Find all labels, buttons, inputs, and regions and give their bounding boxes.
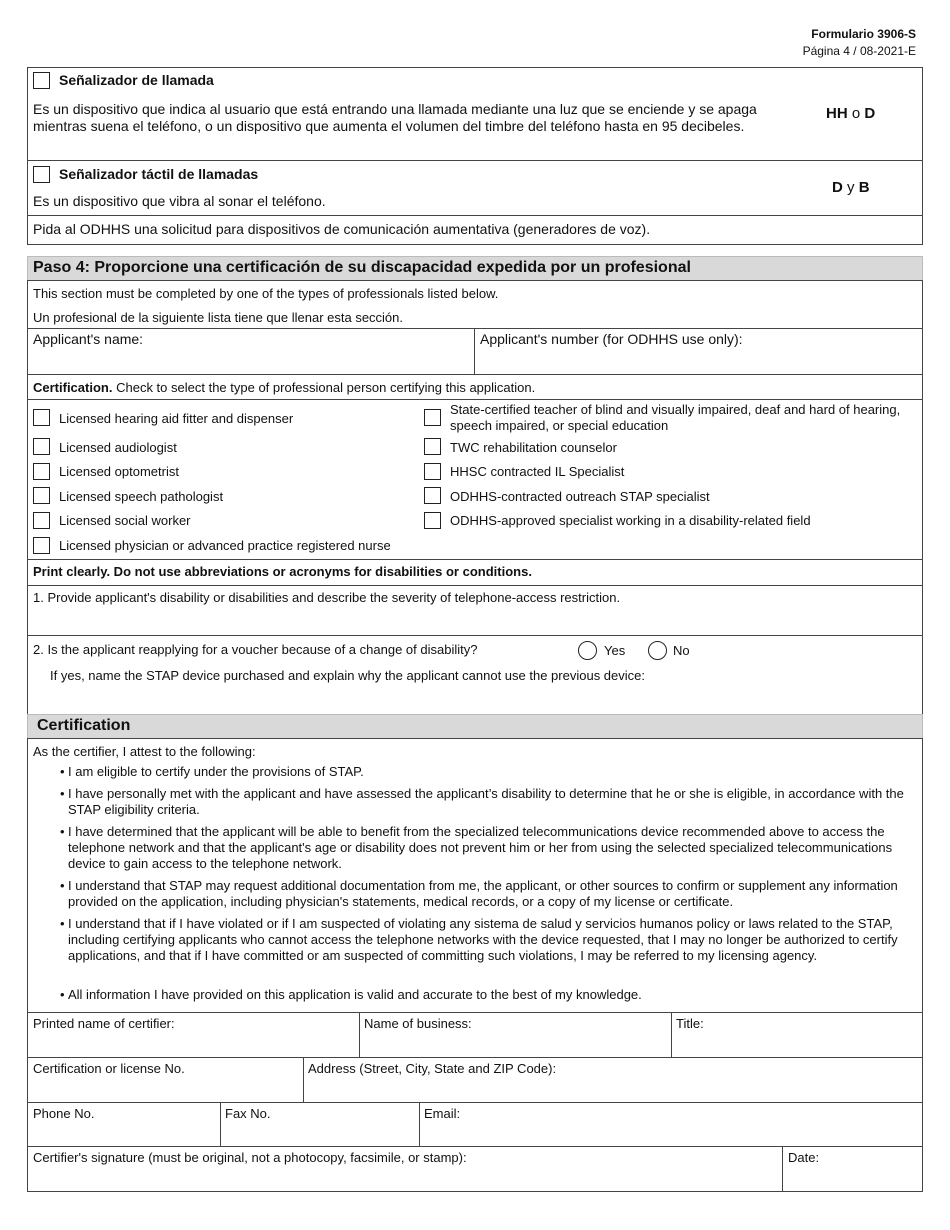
prof-label-physician: Licensed physician or advanced practice registered nurse bbox=[59, 538, 391, 553]
applicant-name-input[interactable] bbox=[28, 348, 473, 374]
prof-label-social-worker: Licensed social worker bbox=[59, 513, 191, 528]
devices-table bbox=[27, 67, 923, 245]
question-2-yes-label: Yes bbox=[604, 643, 626, 658]
business-name-label: Name of business: bbox=[364, 1016, 472, 1031]
certification-bullet: • I understand that STAP may request additional documentation from me, the applicant, or other sources to confirm or supplement any information provided on the application, including physician's statements, medical records, or a copy of my license or certificate. bbox=[60, 878, 898, 909]
tactile-signaler-codes: D y B bbox=[832, 179, 870, 196]
applicant-name-label: Applicant's name: bbox=[33, 331, 144, 347]
call-signaler-codes: HH o D bbox=[826, 105, 876, 122]
address-label: Address (Street, City, State and ZIP Code): bbox=[308, 1061, 557, 1076]
prof-checkbox-odhhs-approved[interactable] bbox=[424, 512, 441, 529]
question-2-yes-radio[interactable] bbox=[578, 641, 597, 660]
prof-label-hearing-aid-fitter: Licensed hearing aid fitter and dispenser bbox=[59, 411, 294, 426]
phone-input[interactable] bbox=[28, 1122, 219, 1146]
step4-intro-en: This section must be completed by one of the types of professionals listed below. bbox=[33, 286, 499, 301]
email-label: Email: bbox=[424, 1106, 461, 1121]
question-2-followup-input[interactable] bbox=[28, 684, 922, 714]
signature-label: Certifier's signature (must be original, not a photocopy, facsimile, or stamp): bbox=[33, 1150, 467, 1165]
prof-checkbox-speech-pathologist[interactable] bbox=[33, 487, 50, 504]
prof-label-optometrist: Licensed optometrist bbox=[59, 464, 179, 479]
prof-checkbox-hearing-aid-fitter[interactable] bbox=[33, 409, 50, 426]
step4-title: Paso 4: Proporcione una certificación de su discapacidad expedida por un profesional bbox=[33, 259, 691, 276]
certification-intro: As the certifier, I attest to the following: bbox=[33, 744, 256, 759]
call-signaler-title: Señalizador de llamada bbox=[59, 72, 214, 88]
phone-label: Phone No. bbox=[33, 1106, 95, 1121]
question-2-no-label: No bbox=[673, 643, 690, 658]
prof-checkbox-twc-counselor[interactable] bbox=[424, 438, 441, 455]
question-1-input[interactable] bbox=[28, 606, 922, 635]
prof-checkbox-audiologist[interactable] bbox=[33, 438, 50, 455]
license-number-label: Certification or license No. bbox=[33, 1061, 185, 1076]
tactile-signaler-description: Es un dispositivo que vibra al sonar el teléfono. bbox=[33, 193, 326, 209]
call-signaler-description: Es un dispositivo que indica al usuario que está entrando una llamada mediante una luz que se enciende y se apaga mientras suena el teléfono, o un dispositivo que aumenta el volumen del timbre del teléfono hasta en 95 decibeles. bbox=[33, 101, 757, 134]
tactile-signaler-title: Señalizador táctil de llamadas bbox=[59, 166, 259, 182]
certification-bullet: • I am eligible to certify under the provisions of STAP. bbox=[60, 764, 364, 779]
date-label: Date: bbox=[788, 1150, 820, 1165]
fax-label: Fax No. bbox=[225, 1106, 271, 1121]
question-2-label: 2. Is the applicant reapplying for a voucher because of a change of disability? bbox=[33, 642, 478, 657]
prof-label-speech-pathologist: Licensed speech pathologist bbox=[59, 489, 224, 504]
prof-checkbox-physician[interactable] bbox=[33, 537, 50, 554]
certification-title: Certification bbox=[37, 717, 131, 734]
prof-checkbox-odhhs-outreach[interactable] bbox=[424, 487, 441, 504]
prof-label-odhhs-outreach: ODHHS-contracted outreach STAP specialist bbox=[450, 489, 710, 504]
prof-checkbox-hhsc-il-specialist[interactable] bbox=[424, 463, 441, 480]
page-info: Página 4 / 08-2021-E bbox=[802, 44, 916, 58]
signature-input[interactable] bbox=[28, 1166, 781, 1191]
license-number-input[interactable] bbox=[28, 1077, 302, 1102]
prof-label-odhhs-approved: ODHHS-approved specialist working in a disability-related field bbox=[450, 513, 811, 528]
prof-checkbox-state-teacher[interactable] bbox=[424, 409, 441, 426]
aac-note: Pida al ODHHS una solicitud para dispositivos de comunicación aumentativa (generadores de voz). bbox=[33, 221, 651, 237]
prof-label-audiologist: Licensed audiologist bbox=[59, 440, 177, 455]
printed-name-input[interactable] bbox=[28, 1032, 358, 1057]
certification-header bbox=[27, 714, 923, 739]
question-1-label: 1. Provide applicant's disability or disabilities and describe the severity of telephone-access restriction. bbox=[33, 590, 621, 605]
step4-intro-es: Un profesional de la siguiente lista tiene que llenar esta sección. bbox=[33, 310, 404, 325]
prof-checkbox-optometrist[interactable] bbox=[33, 463, 50, 480]
print-clearly-note: Print clearly. Do not use abbreviations or acronyms for disabilities or conditions. bbox=[33, 564, 532, 579]
certification-bullet: • I have determined that the applicant will be able to benefit from the specialized telecommunications device recommended above to access the telephone network and that the applicant's age or disability does not prevent him or her from using the selected specialized telecommunications device to gain access to the telephone network. bbox=[60, 824, 893, 871]
printed-name-label: Printed name of certifier: bbox=[33, 1016, 175, 1031]
question-2-followup-label: If yes, name the STAP device purchased and explain why the applicant cannot use the previous device: bbox=[50, 668, 645, 683]
certification-type-instructions: Certification. Check to select the type of professional person certifying this application. bbox=[33, 380, 536, 395]
prof-label-twc-counselor: TWC rehabilitation counselor bbox=[450, 440, 617, 455]
tactile-signaler-checkbox[interactable] bbox=[33, 166, 50, 183]
applicant-number-input[interactable] bbox=[476, 348, 922, 374]
business-name-input[interactable] bbox=[360, 1032, 670, 1057]
call-signaler-checkbox[interactable] bbox=[33, 72, 50, 89]
date-input[interactable] bbox=[783, 1166, 922, 1191]
fax-input[interactable] bbox=[221, 1122, 418, 1146]
certification-bullet: • I have personally met with the applicant and have assessed the applicant’s disability to determine that he or she is eligible, in accordance with the STAP eligibility criteria. bbox=[60, 786, 904, 817]
prof-label-hhsc-il-specialist: HHSC contracted IL Specialist bbox=[450, 464, 625, 479]
prof-checkbox-social-worker[interactable] bbox=[33, 512, 50, 529]
title-label: Title: bbox=[676, 1016, 704, 1031]
prof-label-state-teacher: State-certified teacher of blind and visually impaired, deaf and hard of hearing, speech impaired, or special education bbox=[450, 402, 901, 433]
certification-bullet: • All information I have provided on this application is valid and accurate to the best of my knowledge. bbox=[60, 987, 642, 1002]
email-input[interactable] bbox=[420, 1122, 922, 1146]
certification-bullet: • I understand that if I have violated or if I am suspected of violating any sistema de salud y servicios humanos policy or laws related to the STAP, including certifying applicants who cannot access the telephone networks with the device requested, that I may no longer be authorized to certify applications, and that if I have committed or am suspected of committing such violations, I may be referred to my licensing agency. bbox=[60, 916, 898, 963]
address-input[interactable] bbox=[304, 1077, 922, 1102]
applicant-number-label: Applicant's number (for ODHHS use only): bbox=[480, 331, 743, 347]
form-number: Formulario 3906-S bbox=[811, 27, 916, 41]
title-input[interactable] bbox=[672, 1032, 922, 1057]
question-2-no-radio[interactable] bbox=[648, 641, 667, 660]
